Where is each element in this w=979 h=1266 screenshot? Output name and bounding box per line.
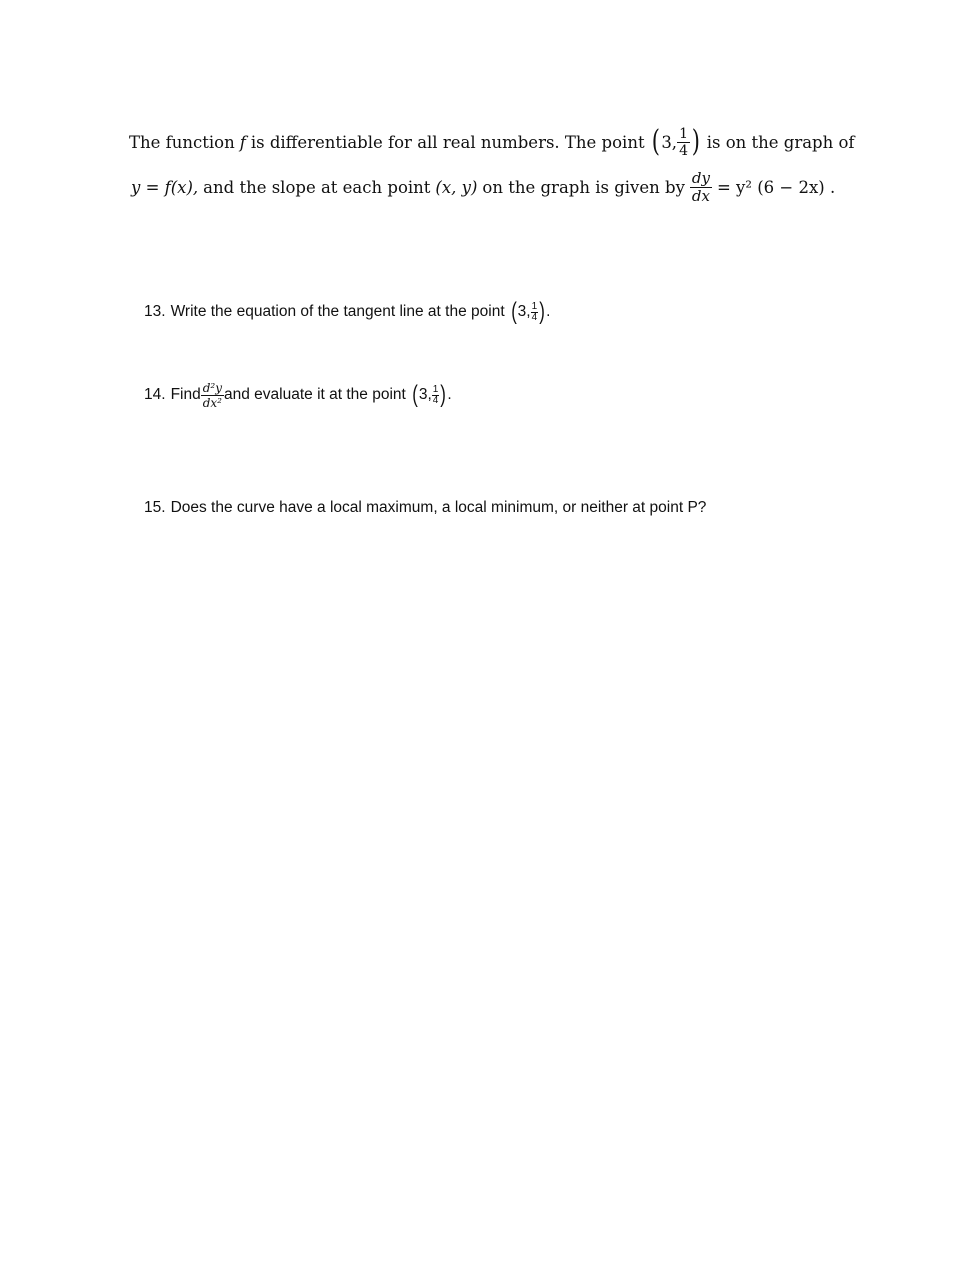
second-derivative-fraction bbox=[201, 382, 224, 409]
derivative-fraction bbox=[690, 168, 712, 205]
left-paren: ( bbox=[412, 381, 418, 408]
second-derivative-denominator: dx² bbox=[202, 395, 222, 410]
point-x: 3, bbox=[661, 132, 678, 152]
question-text: Write the equation of the tangent line at the point bbox=[170, 303, 505, 320]
left-paren: ( bbox=[510, 298, 517, 325]
question-14 bbox=[144, 378, 452, 412]
question-15 bbox=[144, 496, 706, 520]
intro-line-1 bbox=[129, 122, 855, 162]
right-paren: ) bbox=[691, 124, 700, 159]
point-fraction-numerator: 1 bbox=[531, 300, 538, 312]
left-paren: ( bbox=[651, 124, 660, 159]
intro-text-4: on the graph is given by bbox=[482, 177, 685, 197]
right-paren: ) bbox=[440, 381, 447, 408]
point-fraction-numerator: 1 bbox=[679, 125, 688, 142]
question-number: 15. bbox=[144, 499, 166, 516]
intro-text-1: The function bbox=[129, 132, 235, 152]
point-xy: (x, y) bbox=[435, 177, 478, 197]
function-symbol: f bbox=[239, 132, 246, 152]
function-definition: y = f(x), bbox=[131, 177, 199, 197]
point-x: 3, bbox=[418, 386, 432, 403]
question-13 bbox=[144, 295, 550, 329]
point-fraction-numerator: 1 bbox=[432, 383, 439, 395]
point-x: 3, bbox=[517, 303, 531, 320]
question-text: Does the curve have a local maximum, a local minimum, or neither at point P? bbox=[170, 499, 707, 516]
intro-text-end: is on the graph of bbox=[706, 132, 855, 152]
point-fraction bbox=[677, 127, 690, 158]
derivative-rhs: = y² (6 − 2x) . bbox=[716, 177, 836, 197]
question-text-after: and evaluate it at the point bbox=[224, 386, 406, 403]
derivative-denominator: dx bbox=[691, 186, 710, 205]
question-text-before: Find bbox=[170, 386, 201, 403]
question-number: 13. bbox=[144, 303, 166, 320]
question-number: 14. bbox=[144, 386, 166, 403]
intro-text-2: is differentiable for all real numbers. The point bbox=[250, 132, 645, 152]
question-end: . bbox=[546, 303, 551, 320]
derivative-numerator: dy bbox=[691, 168, 710, 187]
right-paren: ) bbox=[539, 298, 545, 325]
intro-text-3: and the slope at each point bbox=[203, 177, 431, 197]
point-fraction-denominator: 4 bbox=[432, 394, 439, 406]
point-fraction-denominator: 4 bbox=[531, 311, 538, 323]
intro-line-2 bbox=[131, 166, 835, 208]
second-derivative-numerator: d²y bbox=[202, 380, 222, 395]
point-fraction bbox=[432, 385, 440, 406]
question-end: . bbox=[447, 386, 452, 403]
point-fraction-denominator: 4 bbox=[679, 142, 688, 159]
point-fraction bbox=[531, 302, 539, 323]
